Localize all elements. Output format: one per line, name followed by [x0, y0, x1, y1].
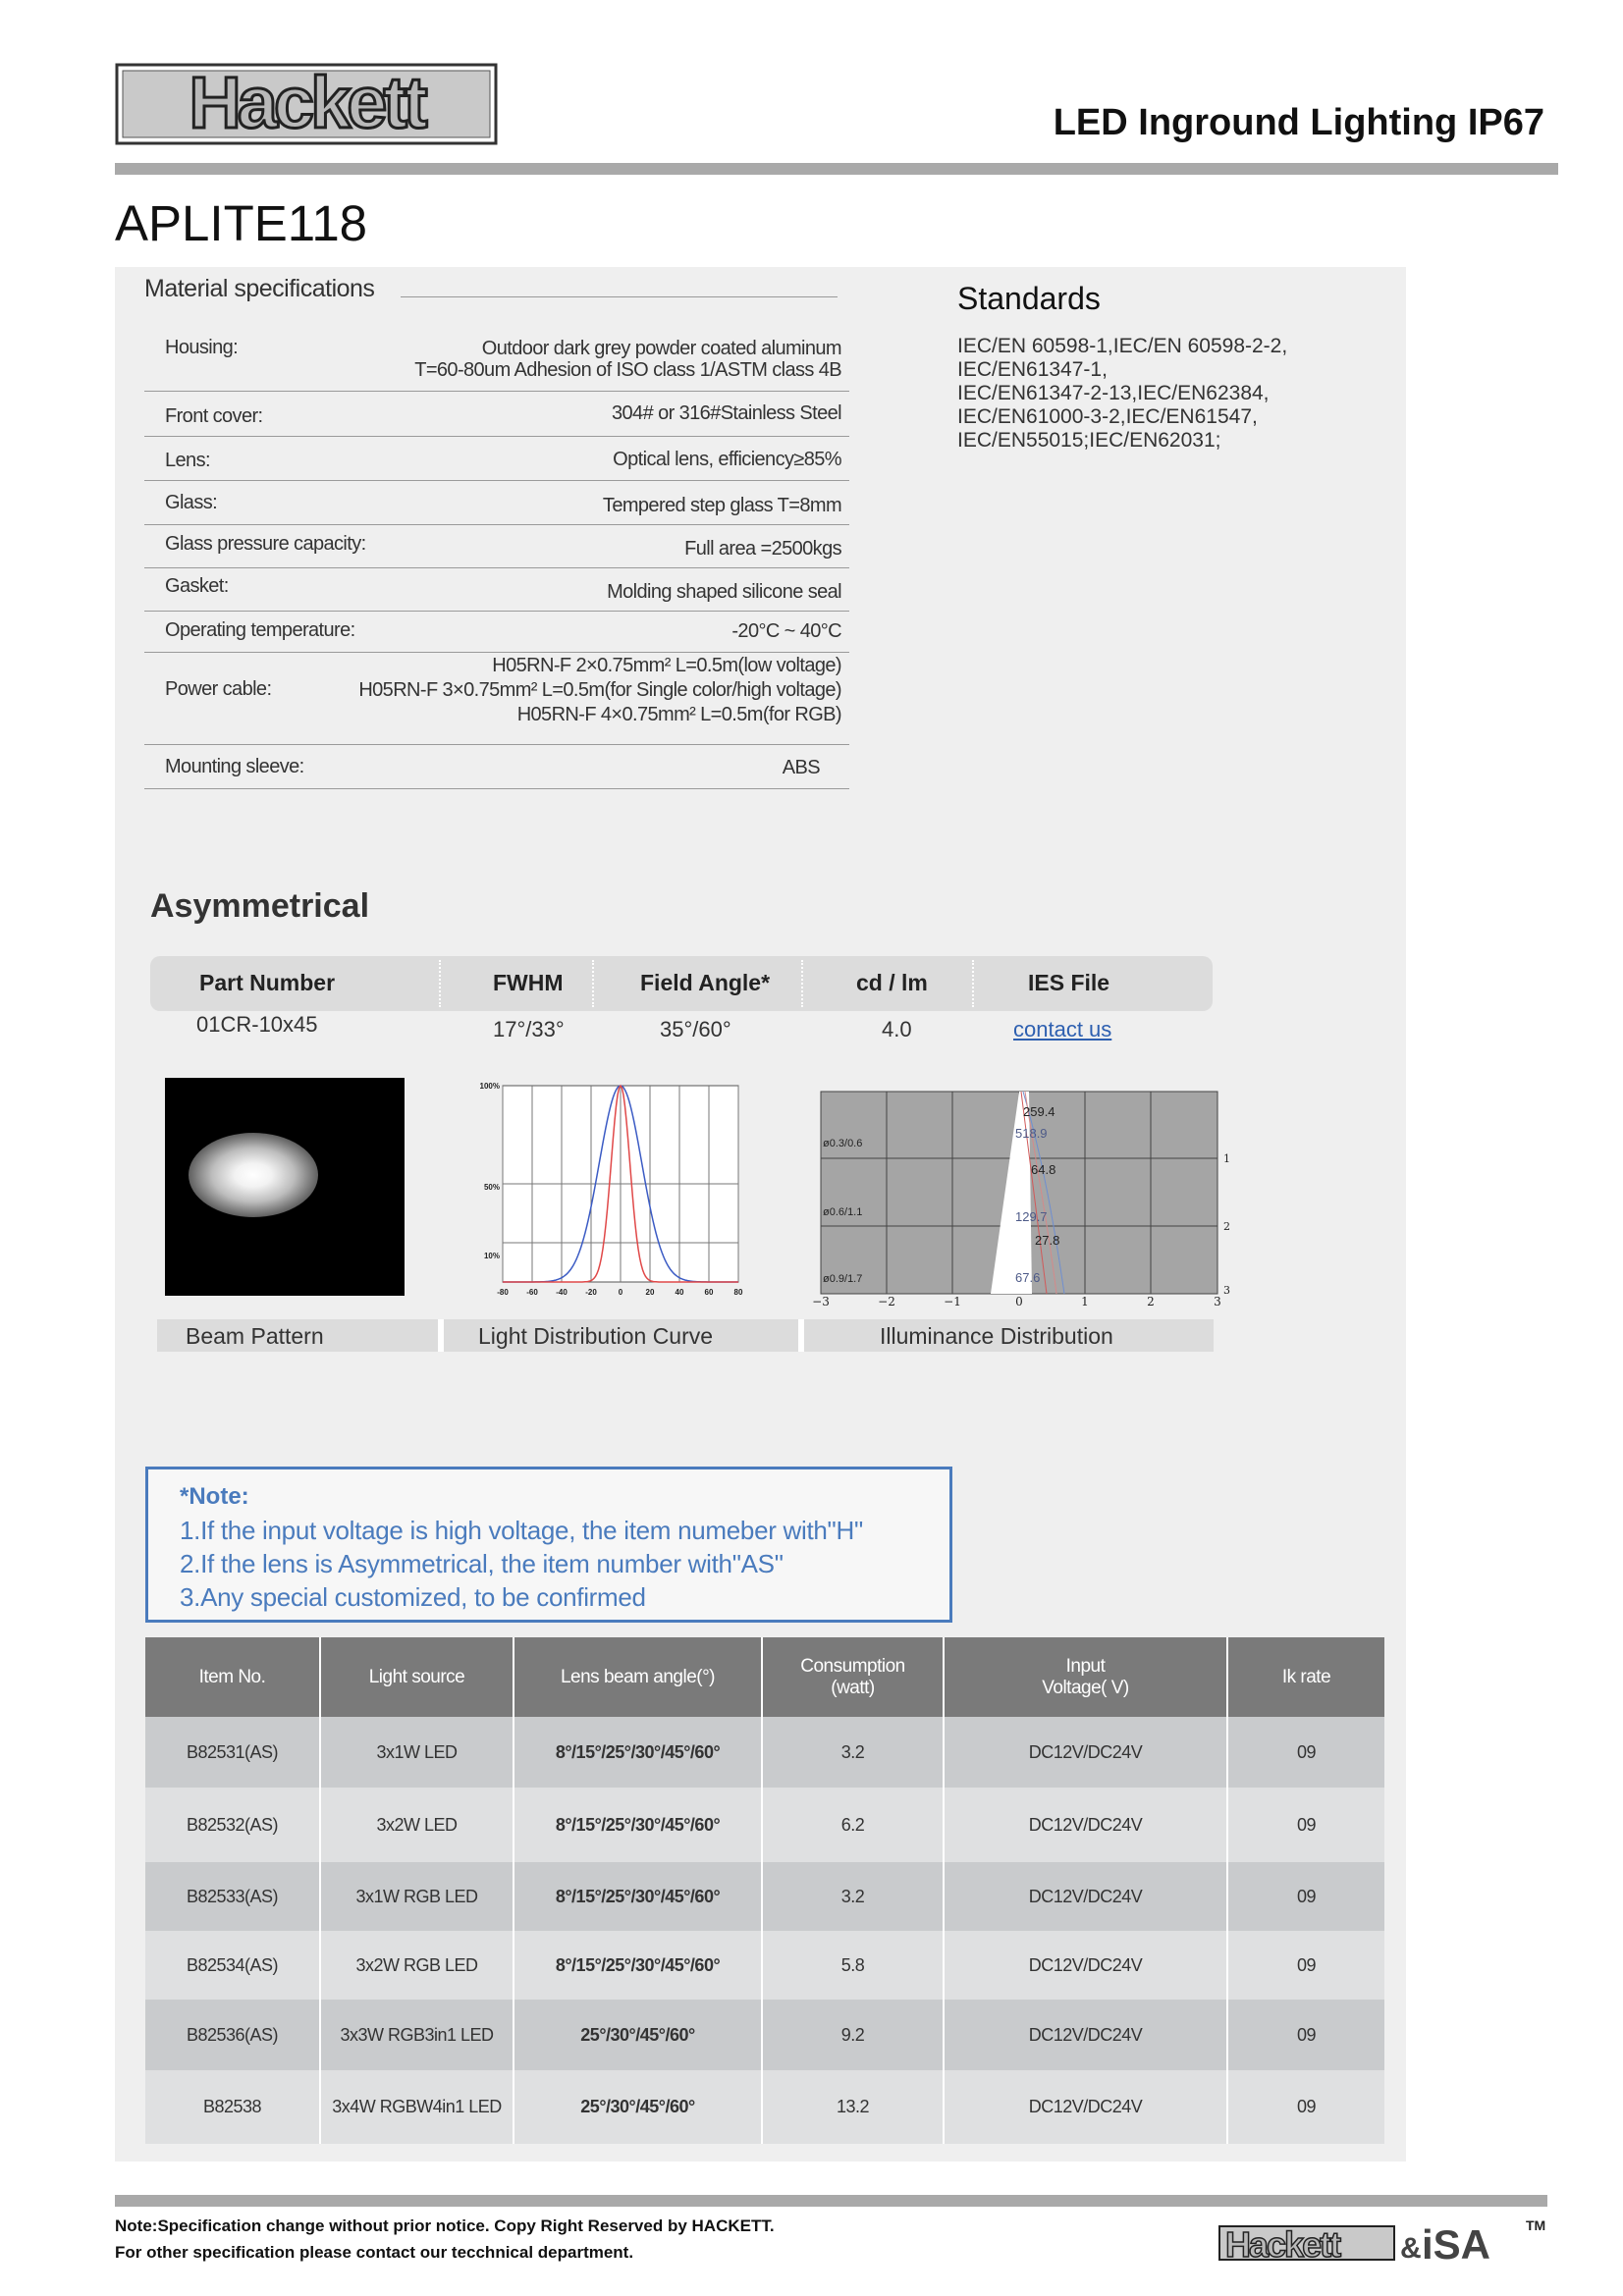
spec-label: Housing:	[165, 337, 239, 358]
th-lens-beam-angle: Lens beam angle(°)	[514, 1637, 762, 1717]
header-separator	[972, 960, 976, 1007]
fwhm-value: 17°/33°	[493, 1017, 565, 1041]
table-row: B82534(AS) 3x2W RGB LED 8°/15°/25°/30°/45°/60° 5.8 DC12V/DC24V 09	[145, 1931, 1384, 2000]
caption-illuminance: Illuminance Distribution	[880, 1323, 1113, 1349]
header-separator	[592, 960, 596, 1007]
right-tick-label: 2	[1223, 1220, 1230, 1233]
table-row: B82533(AS) 3x1W RGB LED 8°/15°/25°/30°/45°/60° 3.2 DC12V/DC24V 09	[145, 1862, 1384, 1931]
spec-row-gasket	[144, 568, 849, 612]
illuminance-annotation: 259.4	[1023, 1104, 1055, 1119]
spec-value: ABS	[782, 757, 820, 778]
right-tick-label: 3	[1223, 1284, 1230, 1297]
footer-divider	[115, 2195, 1547, 2207]
spec-label: Power cable:	[165, 678, 272, 700]
svg-text:Hackett: Hackett	[189, 62, 424, 143]
spec-label: Glass pressure capacity:	[165, 533, 366, 555]
note-line: 2.If the lens is Asymmetrical, the item number with"AS"	[180, 1549, 784, 1578]
spec-value: Full area =2500kgs	[684, 538, 841, 560]
x-tick-label: -40	[556, 1288, 568, 1297]
right-tick-label: 1	[1223, 1152, 1230, 1165]
part-number-value: 01CR-10x45	[196, 1012, 318, 1037]
spec-value: Optical lens, efficiency≥85%	[613, 449, 841, 470]
svg-text:iSA: iSA	[1422, 2221, 1491, 2264]
x-tick-label: -60	[526, 1288, 538, 1297]
spec-row-operating-temperature	[144, 612, 849, 653]
th-item-no: Item No.	[145, 1637, 320, 1717]
caption-separator	[438, 1319, 444, 1352]
x-tick-label: 0	[618, 1288, 623, 1297]
note-line: 3.Any special customized, to be confirmed	[180, 1582, 646, 1612]
x-tick-label: −3	[812, 1295, 830, 1306]
caption-separator	[798, 1319, 804, 1352]
x-tick-label: 20	[645, 1288, 655, 1297]
x-tick-label: 2	[1147, 1295, 1155, 1306]
standards-list: IEC/EN 60598-1,IEC/EN 60598-2-2, IEC/EN61347-1, IEC/EN61347-2-13,IEC/EN62384, IEC/EN61000-3-2,IEC/EN61547, IEC/EN55015;IEC/EN62031;	[957, 335, 1288, 452]
note-line: 1.If the input voltage is high voltage, the item numeber with"H"	[180, 1516, 863, 1545]
illuminance-annotation: 518.9	[1015, 1126, 1048, 1141]
y-tick-label: 10%	[483, 1252, 500, 1260]
th-light-source: Light source	[320, 1637, 514, 1717]
x-tick-label: 3	[1214, 1295, 1221, 1306]
col-field-angle: Field Angle*	[640, 970, 771, 995]
material-spec-heading: Material specifications	[144, 275, 375, 302]
x-tick-label: −1	[944, 1295, 961, 1306]
caption-beam-pattern: Beam Pattern	[186, 1323, 324, 1349]
table-row: B82531(AS) 3x1W LED 8°/15°/25°/30°/45°/60° 3.2 DC12V/DC24V 09	[145, 1717, 1384, 1788]
x-tick-label: 0	[1015, 1295, 1023, 1306]
trademark: TM	[1526, 2217, 1546, 2233]
illuminance-annotation: 27.8	[1035, 1233, 1060, 1248]
spec-label: Operating temperature:	[165, 619, 355, 641]
hackett-isa-logo	[1217, 2215, 1551, 2264]
field-angle-value: 35°/60°	[660, 1017, 731, 1041]
spec-label: Lens:	[165, 450, 210, 471]
standards-title: Standards	[957, 281, 1101, 316]
spec-label: Gasket:	[165, 575, 229, 597]
illuminance-annotation: 67.6	[1015, 1270, 1041, 1285]
product-title: APLITE118	[115, 195, 368, 251]
asymmetrical-title: Asymmetrical	[150, 887, 370, 925]
spec-value: Tempered step glass T=8mm	[602, 495, 841, 516]
table-row: B82532(AS) 3x2W LED 8°/15°/25°/30°/45°/60° 6.2 DC12V/DC24V 09	[145, 1788, 1384, 1862]
th-ik-rate: Ik rate	[1227, 1637, 1384, 1717]
illuminance-annotation: 64.8	[1031, 1162, 1056, 1177]
header-title: LED Inground Lighting IP67	[1053, 102, 1544, 143]
spec-row-lens	[144, 437, 849, 481]
table-row: B82538 3x4W RGBW4in1 LED 25°/30°/45°/60° 13.2 DC12V/DC24V 09	[145, 2070, 1384, 2144]
hackett-logo	[115, 57, 498, 147]
col-part-number: Part Number	[199, 970, 336, 995]
y-tick-label: 100%	[479, 1082, 500, 1091]
svg-text:&: &	[1400, 2232, 1422, 2264]
x-tick-label: −2	[878, 1295, 895, 1306]
light-distribution-chart	[475, 1076, 750, 1308]
spec-row-glass	[144, 481, 849, 525]
table-row: B82536(AS) 3x3W RGB3in1 LED 25°/30°/45°/60° 9.2 DC12V/DC24V 09	[145, 2000, 1384, 2070]
spec-row-mounting-sleeve	[144, 745, 849, 789]
footer-note: Note:Specification change without prior notice. Copy Right Reserved by HACKETT. For other specification please contact our tecchnical department.	[115, 2216, 775, 2262]
col-cd-lm: cd / lm	[856, 970, 928, 995]
spec-label: Glass:	[165, 492, 218, 513]
header-separator	[439, 960, 443, 1007]
illuminance-distribution-chart	[807, 1080, 1239, 1306]
col-fwhm: FWHM	[493, 970, 564, 995]
x-tick-label: 60	[704, 1288, 714, 1297]
spec-label: Front cover:	[165, 405, 263, 427]
col-ies-file: IES File	[1028, 970, 1110, 995]
spec-value: -20°C ~ 40°C	[731, 620, 841, 642]
diameter-label: ø0.3/0.6	[823, 1138, 863, 1149]
spec-row-housing	[144, 324, 849, 392]
item-table-header	[145, 1637, 1384, 1717]
heading-rule	[401, 296, 838, 297]
illuminance-annotation: 129.7	[1015, 1209, 1048, 1224]
note-title: *Note:	[180, 1483, 249, 1510]
x-tick-label: 1	[1081, 1295, 1089, 1306]
header-divider	[115, 163, 1558, 175]
spec-row-front-cover	[144, 392, 849, 437]
th-consumption: Consumption (watt)	[762, 1637, 944, 1717]
y-tick-label: 50%	[483, 1183, 500, 1192]
caption-light-distribution: Light Distribution Curve	[478, 1323, 714, 1349]
svg-text:Hackett: Hackett	[1225, 2224, 1340, 2264]
ies-file-contact-link[interactable]: contact us	[1013, 1017, 1112, 1041]
x-tick-label: -80	[497, 1288, 509, 1297]
spec-row-glass-pressure	[144, 525, 849, 568]
spec-row-power-cable	[144, 653, 849, 745]
cd-lm-value: 4.0	[882, 1017, 912, 1041]
spec-value: 304# or 316#Stainless Steel	[612, 402, 841, 424]
diameter-label: ø0.6/1.1	[823, 1206, 863, 1218]
spec-label: Mounting sleeve:	[165, 756, 304, 777]
header-separator	[801, 960, 805, 1007]
x-tick-label: -20	[585, 1288, 597, 1297]
beam-pattern-image	[165, 1078, 405, 1296]
x-tick-label: 40	[675, 1288, 684, 1297]
diameter-label: ø0.9/1.7	[823, 1273, 863, 1285]
item-table	[145, 1637, 1384, 2144]
x-tick-label: 80	[733, 1288, 743, 1297]
spec-value: Outdoor dark grey powder coated aluminum T=60-80um Adhesion of ISO class 1/ASTM class 4B	[414, 338, 841, 381]
th-input-voltage: Input Voltage( V)	[944, 1637, 1227, 1717]
beam-spot	[189, 1133, 318, 1217]
spec-value: H05RN-F 2×0.75mm² L=0.5m(low voltage) H05RN-F 3×0.75mm² L=0.5m(for Single color/high voltage) H05RN-F 4×0.75mm² L=0.5m(for RGB)	[358, 655, 841, 725]
spec-value: Molding shaped silicone seal	[607, 581, 841, 603]
